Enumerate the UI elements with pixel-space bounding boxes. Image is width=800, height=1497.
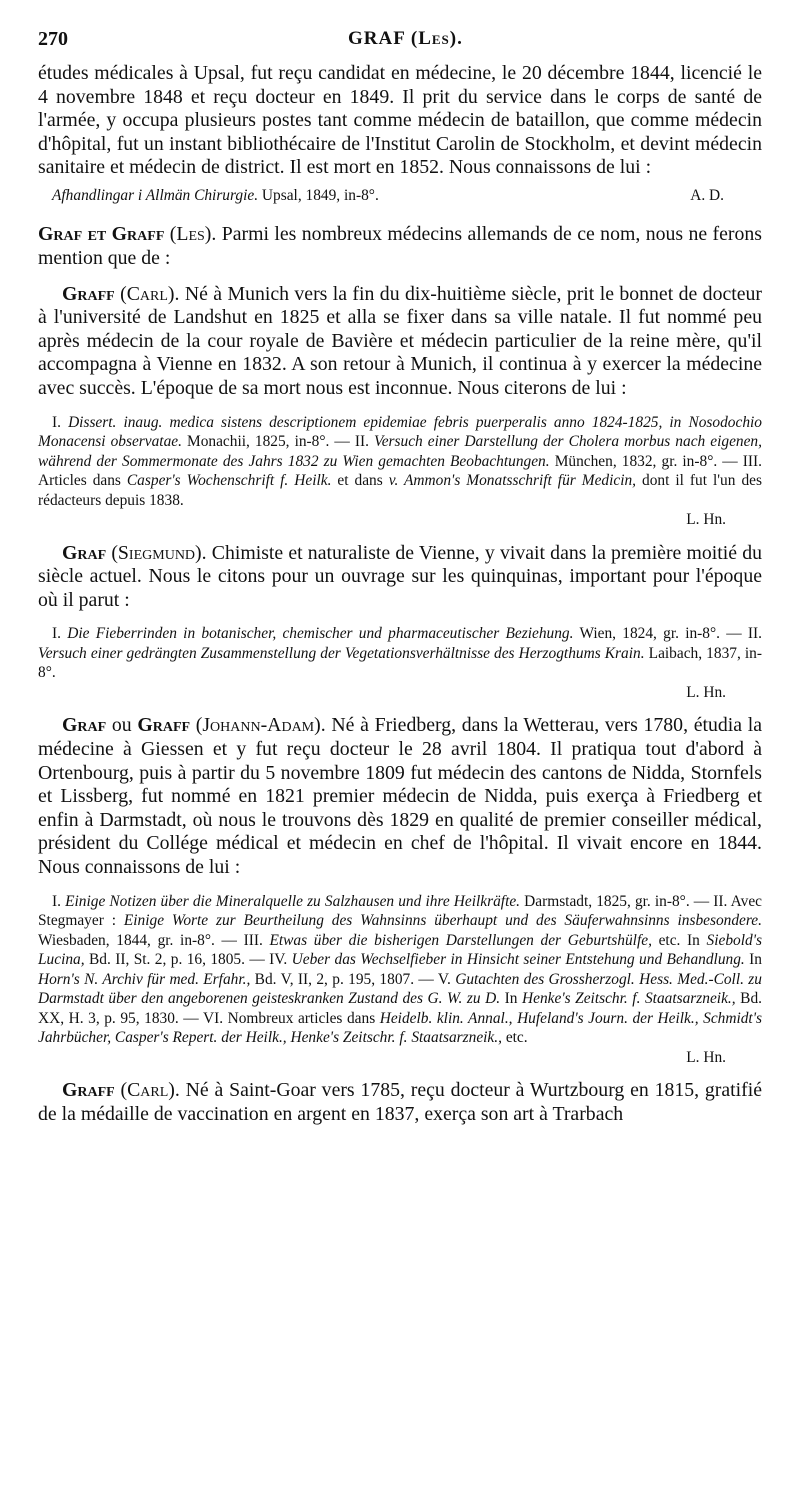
running-head: GRAF (Les). [348,28,463,49]
entry-name: Graf et Graff [38,223,165,246]
carl1-signature: L. Hn. [686,511,726,529]
johann-signature: L. Hn. [686,1048,726,1066]
siegmund-signature: L. Hn. [686,683,726,701]
page-header [38,28,762,62]
intro-signature: A. D. [690,186,724,204]
intro-paragraph: études médicales à Upsal, fut reçu candidat en médecine, le 20 décembre 1844, licencié le 4 novembre 1848 et reçu docteur en 1849. Il prit du service dans le corps de santé de l'armée, y occupa plusieurs postes tant comme médecin de bataillon, que comme médecin d'hôpital, fut un instant bibliothécaire de l'Institut Carolin de Stockholm, et devint médecin sanitaire et médecin de district. Il est mort en 1852. Nous connaissons de lui : [38,62,762,179]
entry-graf-johann-adam: Graf ou Graff (Johann-Adam). Né à Friedberg, dans la Wetterau, vers 1780, étudia la médecine à Giessen et y fut reçu docteur le 28 avril 1804. Il pratiqua tout d'abord à Ortenbourg, puis à partir du 5 novembre 1809 fut médecin des cantons de Nidda, Stornfels et Lissberg, fut nommé en 1821 premier médecin de Nidda, puis exerça à Friedberg et enfin à Darmstadt, où nous le trouvons dès 1829 en qualité de premier conseiller médical, président du Collége médical et médecin en chef de l'hôpital. Il vivait encore en 1844. Nous connaissons de lui : [38,714,763,878]
entry-name: Graff [62,1079,115,1102]
entry-graff-carl-munich: Graff (Carl). Né à Munich vers la fin du dix-huitième siècle, prit le bonnet de docteur à l'université de Landshut en 1825 et alla se fixer dans sa ville natale. Il fut nommé peu après médecin de la cour royale de Bavière et médecin particulier de la reine mère, qu'il accompagna à Vienne en 1832. A son retour à Munich, il continua à y exercer la médecine avec succès. L'époque de sa mort nous est inconnue. Nous citerons de lui : [38,282,762,400]
johann-bibliography: I. Einige Notizen über die Mineralquelle zu Salzhausen und ihre Heilkräfte. Darmstadt, 1825, gr. in-8°. — II. Avec Stegmayer : Einige Worte zur Beurtheilung des Wahnsinns überhaupt und des Säuferwahnsinns insbesondere. Wiesbaden, 1844, gr. in-8°. — III. Etwas über die bisherigen Darstellungen der Geburtshülfe, etc. In Siebold's Lucina, Bd. II, St. 2, p. 16, 1805. — IV. Ueber das Wechselfieber in Hinsicht seiner Entstehung und Behandlung. In Horn's N. Archiv für med. Erfahr., Bd. V, II, 2, p. 195, 1807. — V. Gutachten des Grossherzogl. Hess. Med.-Coll. zu Darmstadt über den angeborenen geisteskranken Zustand des G. W. zu D. In Henke's Zeitschr. f. Staatsarzneik., Bd. XX, H. 3, p. 95, 1830. — VI. Nombreux articles dans Heidelb. klin. Annal., Hufeland's Journ. der Heilk., Schmidt's Jahrbücher, Casper's Repert. der Heilk., Henke's Zeitschr. f. Staatsarzneik., etc. [38,892,762,1047]
entry-graff-carl-saint-goar: Graff (Carl). Né à Saint-Goar vers 1785, reçu docteur à Wurtzbourg en 1815, gratifié de la médaille de vaccination en argent en 1837, exerça son art à Trarbach [38,1079,763,1125]
entry-name: Graf [62,541,107,564]
entry-name: Graff [62,282,115,305]
intro-bibliography: A. D. Afhandlingar i Allmän Chirurgie. Upsal, 1849, in-8°. [52,186,724,204]
siegmund-bibliography: I. Die Fieberrinden in botanischer, chemischer und pharmaceutischer Beziehung. Wien, 1824, gr. in-8°. — II. Versuch einer gedrängten Zusammenstellung der Vegetationsverhältnisse des Herzogthums Krain. Laibach, 1837, in-8°. [38,625,762,682]
entry-graf-et-graff: Graf et Graff (Les). Parmi les nombreux médecins allemands de ce nom, nous ne ferons mention que de : [38,223,762,270]
entry-name: Graf [62,714,107,737]
carl1-bibliography: I. Dissert. inaug. medica sistens descriptionem epidemiae febris puerperalis anno 1824-1825, in Nosodochio Monacensi observatae. Monachii, 1825, in-8°. — II. Versuch einer Darstellung der Cholera morbus nach eigenen, während der Sommermonate des Jahrs 1832 zu Wien gemachten Beobachtungen. München, 1832, gr. in-8°. — III. Articles dans Casper's Wochenschrift f. Heilk. et dans v. Ammon's Monatsschrift für Medicin, dont il fut l'un des rédacteurs depuis 1838. [38,413,763,509]
entry-graf-siegmund: Graf (Siegmund). Chimiste et naturaliste de Vienne, y vivait dans la première moitié du siècle actuel. Nous le citons pour un ouvrage sur les quinquinas, important pour l'époque où il parut : [38,541,763,611]
page [38,28,762,1126]
page-number: 270 [38,28,68,50]
